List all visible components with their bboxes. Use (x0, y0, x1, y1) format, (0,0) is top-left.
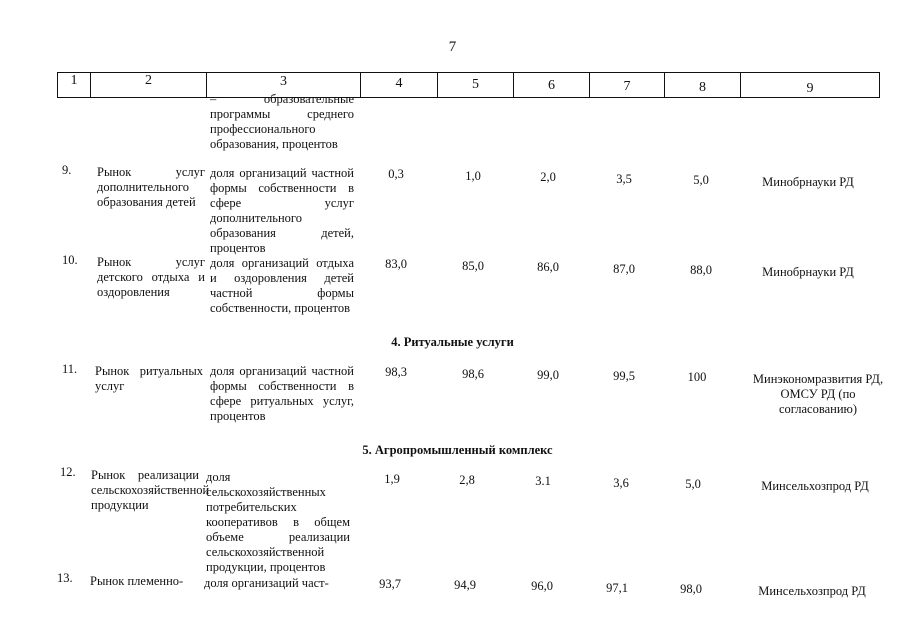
indicator-description: доля организаций част- (204, 576, 329, 590)
section-heading: 5. Агропромышленный комплекс (362, 443, 553, 457)
market-name: Рынок услуг дополнительного образования детей (97, 165, 205, 209)
value-cell: 85,0 (462, 259, 484, 273)
column-header: 8 (699, 80, 706, 95)
indicator-description: доля организаций отдыха и оздоровления детей частной формы собственности, процентов (210, 256, 354, 315)
responsible-authority: Минобрнауки РД (762, 175, 854, 189)
responsible-authority: Минэкономразвития РД, ОМСУ РД (по согласованию) (752, 372, 884, 416)
value-cell: 2,8 (459, 473, 475, 487)
column-header: 9 (806, 81, 814, 96)
column-header: 2 (145, 73, 152, 88)
value-cell: 98,6 (462, 367, 484, 381)
market-name: Рынок услуг детского отдыха и оздоровления (97, 255, 205, 299)
indicator-description: доля сельскохозяйственных потребительских кооперативов в общем объеме реализации сельскохозяйственной продукции, процентов (206, 470, 350, 574)
value-cell: 83,0 (385, 257, 407, 271)
column-header: 7 (623, 79, 631, 94)
responsible-authority: Минсельхозпрод РД (758, 584, 866, 598)
value-cell: 99,5 (613, 369, 635, 383)
table-header-row (57, 72, 880, 98)
value-cell: 97,1 (606, 581, 628, 595)
value-cell: 1,0 (465, 169, 481, 183)
column-header: 4 (395, 76, 403, 91)
value-cell: 86,0 (537, 260, 559, 274)
market-name: Рынок реализации сельскохозяйственной продукции (91, 468, 210, 512)
row-number: 13. (57, 571, 73, 585)
section-heading: 4. Ритуальные услуги (391, 335, 514, 349)
market-name: Рынок племенно- (90, 574, 184, 588)
market-name: Рынок ритуальных услуг (95, 364, 203, 393)
value-cell: 3,6 (613, 476, 629, 490)
row-number: 11. (62, 362, 78, 376)
value-cell: 87,0 (613, 262, 635, 276)
responsible-authority: Минобрнауки РД (762, 265, 854, 279)
page-number: 7 (448, 39, 457, 55)
column-header: 6 (548, 78, 555, 93)
value-cell: 94,9 (454, 578, 476, 592)
value-cell: 100 (687, 370, 707, 384)
continuation-description: – образовательные программы среднего профессионального образования, процентов (210, 92, 354, 151)
value-cell: 93,7 (379, 577, 401, 591)
value-cell: 98,3 (385, 365, 407, 379)
value-cell: 5,0 (685, 477, 701, 491)
value-cell: 1,9 (384, 472, 400, 486)
column-header: 3 (280, 74, 287, 89)
value-cell: 2,0 (540, 170, 556, 184)
value-cell: 0,3 (388, 167, 404, 181)
value-cell: 96,0 (531, 579, 553, 593)
row-number: 10. (62, 253, 78, 267)
column-header: 5 (472, 77, 479, 92)
value-cell: 5,0 (693, 173, 709, 187)
header-right-border (879, 72, 880, 98)
indicator-description: доля организаций частной формы собственности в сфере услуг дополнительного образования детей, процентов (210, 166, 354, 255)
responsible-authority: Минсельхозпрод РД (761, 479, 869, 493)
column-header: 1 (70, 73, 78, 88)
row-number: 9. (62, 163, 72, 177)
value-cell: 98,0 (680, 582, 702, 596)
indicator-description: доля организаций частной формы собственности в сфере ритуальных услуг, процентов (210, 364, 354, 423)
row-number: 12. (60, 465, 76, 479)
value-cell: 3.1 (535, 474, 551, 488)
value-cell: 99,0 (537, 368, 559, 382)
value-cell: 88,0 (690, 263, 712, 277)
value-cell: 3,5 (616, 172, 632, 186)
